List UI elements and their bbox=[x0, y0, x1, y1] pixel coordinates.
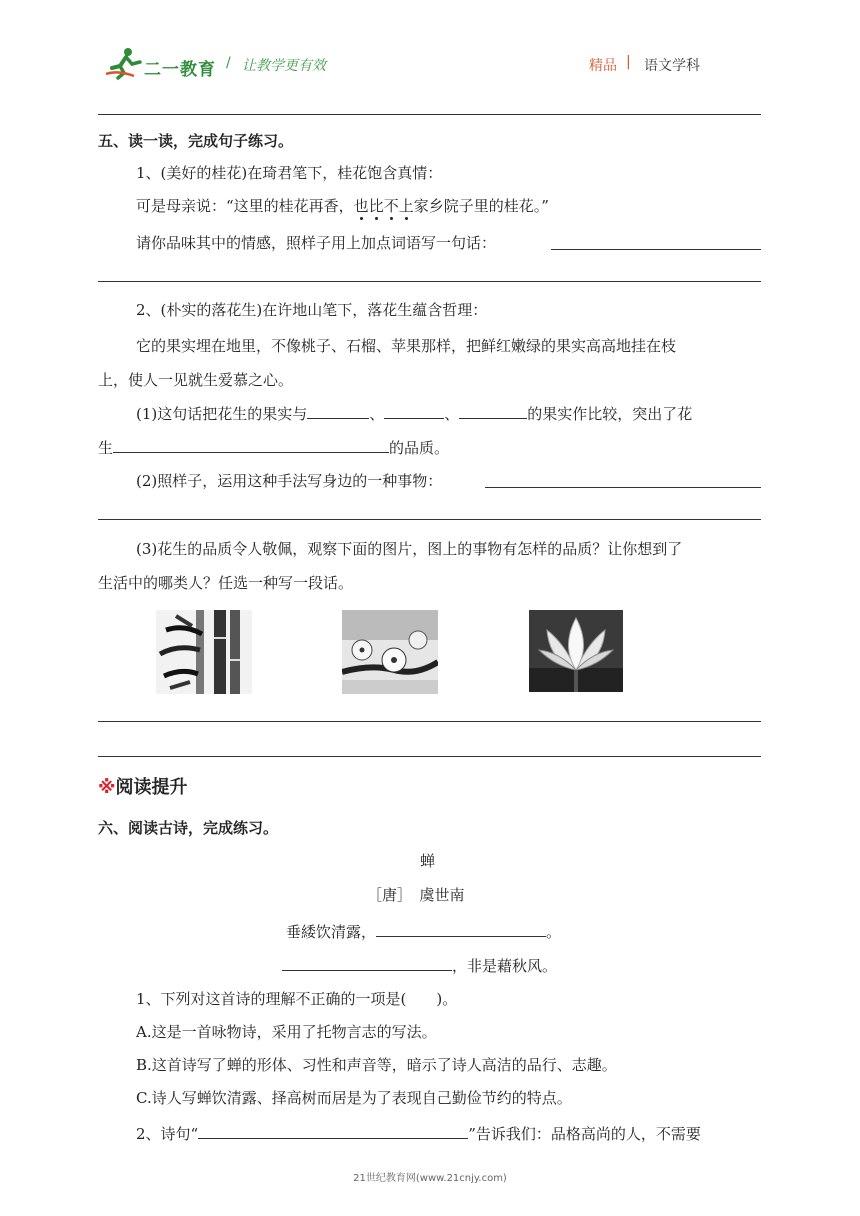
dotted-char: 也 bbox=[353, 197, 369, 215]
q2-sub2: (2)照样子，运用这种手法写身边的一种事物： bbox=[136, 472, 443, 490]
header-slash: / bbox=[226, 55, 231, 71]
s6-q2-a: 2、诗句“ bbox=[136, 1125, 199, 1143]
q2-sub1-c: 生 bbox=[98, 439, 114, 457]
poem-line-1-a: 垂緌饮清露， bbox=[286, 923, 377, 941]
section5-heading: 五、读一读，完成句子练习。 bbox=[98, 132, 294, 150]
section6-heading: 六、阅读古诗，完成练习。 bbox=[98, 819, 279, 837]
reading-ascent-title bbox=[98, 776, 188, 800]
runner-logo-icon bbox=[104, 46, 144, 80]
header-logo bbox=[104, 46, 214, 82]
s6-q1-option-a[interactable]: A.这是一首咏物诗，采用了托物言志的写法。 bbox=[136, 1023, 437, 1041]
q2-sub1-a: (1)这句话把花生的果实与 bbox=[136, 405, 308, 423]
q2-sub1-sep: 、 bbox=[444, 405, 460, 423]
dotted-char: 比 bbox=[368, 197, 384, 215]
q1-task: 请你品味其中的情感，照样子用上加点词语写一句话： bbox=[136, 234, 497, 252]
q2-para-line-1: 它的果实埋在地里，不像桃子、石榴、苹果那样，把鲜红嫩绿的果实高高地挂在枝 bbox=[136, 337, 677, 355]
lotus-image bbox=[529, 610, 623, 692]
q1-quote-b: 家乡院子里的桂花。” bbox=[413, 197, 549, 215]
poem-line-2-end: ，非是藉秋风。 bbox=[452, 957, 558, 975]
q2-sub1-line bbox=[136, 403, 692, 424]
q2-sub2-answer-line[interactable] bbox=[98, 519, 761, 520]
s6-q1-option-b[interactable]: B.这首诗写了蝉的形体、习性和声音等，暗示了诗人高洁的品行、志趣。 bbox=[136, 1056, 617, 1074]
header-separator: | bbox=[626, 54, 631, 70]
q1-intro: 1、(美好的桂花)在琦君笔下，桂花饱含真情： bbox=[136, 164, 443, 182]
header-quality: 精品 bbox=[589, 58, 617, 74]
q2-sub1-b: 的果实作比较，突出了花 bbox=[527, 405, 693, 423]
q2-sub3-line-1: (3)花生的品质令人敬佩，观察下面的图片，图上的事物有怎样的品质？让你想到了 bbox=[136, 540, 683, 558]
q1-answer-blank-1[interactable] bbox=[551, 234, 761, 250]
bamboo-image bbox=[156, 610, 252, 694]
q2-intro: 2、(朴实的落花生)在许地山笔下，落花生蕴含哲理： bbox=[136, 301, 488, 319]
q1-answer-line[interactable] bbox=[98, 281, 761, 282]
q1-quote bbox=[136, 196, 549, 216]
quality-blank[interactable] bbox=[113, 437, 389, 453]
s6-q2 bbox=[136, 1123, 701, 1144]
q2-para-line-2: 上，使人一见就生爱慕之心。 bbox=[98, 371, 294, 389]
picture-answer-line-2[interactable] bbox=[98, 756, 761, 757]
header-subject: 语文学科 bbox=[644, 58, 700, 74]
poem-author: ［唐］ 虞世南 bbox=[367, 886, 465, 904]
header-slogan: 让教学更有效 bbox=[242, 58, 326, 74]
picture-answer-line-1[interactable] bbox=[98, 721, 761, 722]
compare-blank-1[interactable] bbox=[307, 403, 369, 419]
q2-sub2-blank[interactable] bbox=[485, 472, 761, 488]
q2-sub1-sep: 、 bbox=[369, 405, 385, 423]
s6-q2-b: ”告诉我们：品格高尚的人，不需要 bbox=[468, 1125, 701, 1143]
poem-line-1 bbox=[286, 921, 561, 942]
footer-text: 21世纪教育网(www.21cnjy.com) bbox=[353, 1173, 507, 1184]
q2-sub1-line-2 bbox=[98, 437, 449, 458]
poem-blank-2[interactable] bbox=[282, 955, 452, 971]
compare-blank-2[interactable] bbox=[384, 403, 444, 419]
poem-line-1-end: 。 bbox=[546, 923, 562, 941]
dotted-char: 上 bbox=[398, 197, 414, 215]
logo-text: 二一教育 bbox=[144, 60, 216, 80]
ascent-mark: ※ bbox=[98, 777, 116, 798]
compare-blank-3[interactable] bbox=[459, 403, 527, 419]
poem-title: 蝉 bbox=[420, 852, 436, 870]
q2-sub1-d: 的品质。 bbox=[389, 439, 450, 457]
s6-q2-blank[interactable] bbox=[198, 1123, 468, 1139]
plum-blossom-image bbox=[342, 610, 438, 694]
ascent-label: 阅读提升 bbox=[115, 777, 188, 798]
s6-q1-option-c[interactable]: C.诗人写蝉饮清露、择高树而居是为了表现自己勤俭节约的特点。 bbox=[136, 1089, 572, 1107]
header-divider bbox=[98, 114, 761, 115]
poem-line-2 bbox=[282, 955, 557, 976]
s6-q1-stem: 1、下列对这首诗的理解不正确的一项是( )。 bbox=[136, 990, 458, 1008]
poem-blank-1[interactable] bbox=[376, 921, 546, 937]
q1-quote-a: 可是母亲说：“这里的桂花再香， bbox=[136, 197, 354, 215]
q2-sub3-line-2: 生活中的哪类人？任选一种写一段话。 bbox=[98, 574, 354, 592]
dotted-char: 不 bbox=[383, 197, 399, 215]
